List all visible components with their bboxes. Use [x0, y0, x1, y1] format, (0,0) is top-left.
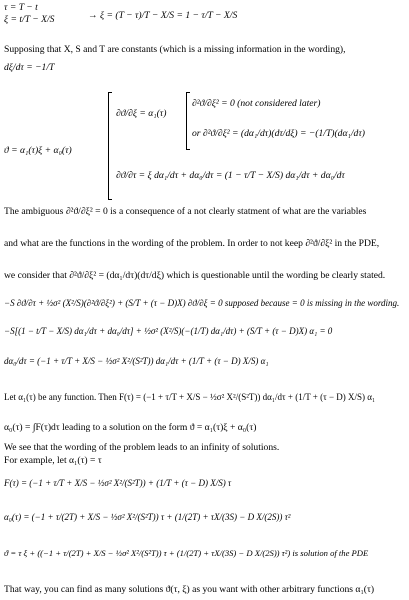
paragraph-assumption: Supposing that X, S and T are constants (which is a missing information in the wording), [4, 44, 346, 55]
brace-system [108, 92, 112, 200]
equation-xi-lhs: ξ = t/T − X/S [4, 14, 55, 25]
equation-dalpha0: dα₀/dτ = (−1 + τ/T + X/S − ½σ² X²/(S²T)) dα₁/dτ + (1/T + (τ − D) X/S) α₁ [4, 356, 269, 366]
equation-tau: τ = T − t [4, 2, 38, 13]
equation-pde-substituted: −S[(1 − t/T − X/S) dα₁/dτ + dα₀/dτ] + ½σ² (X²/S)(−(1/T) dα₁/dτ) + (S/T + (τ − D)X) α₁ = 0 [4, 326, 333, 336]
equation-example-F: F(τ) = (−1 + τ/T + X/S − ½σ² X²/(S²T)) + (1/T + (τ − D) X/S) τ [4, 478, 232, 488]
equation-example-solution: ϑ = τ ξ + ((−1 + τ/(2T) + X/S − ½σ² X²/(S²T)) τ + (1/(2T) + τX/(3S) − D X/(2S)) τ²) is solution of the PDE [4, 548, 369, 558]
equation-xi-expanded: → ξ = (T − τ)/T − X/S = 1 − τ/T − X/S [88, 10, 238, 21]
equation-theta: ϑ = α₁(τ)ξ + α₀(τ) [4, 145, 72, 156]
paragraph-functions: and what are the functions in the wording of the problem. In order to not keep ∂²ϑ/∂ξ² in the PDE, [4, 238, 380, 249]
equation-d2theta-alt: or ∂²ϑ/∂ξ² = (dα₁/dτ)(dτ/dξ) = −(1/T)(dα₁/dτ) [192, 128, 365, 139]
equation-example-alpha0: α₀(τ) = (−1 + τ/(2T) + X/S − ½σ² X²/(S²T)) τ + (1/(2T) + τX/(3S) − D X/(2S)) τ² [4, 512, 291, 522]
brace-intro [84, 1, 87, 25]
paragraph-consider: we consider that ∂²ϑ/∂ξ² = (dα₁/dτ)(dτ/dξ) which is questionable until the wording be clearly stated. [4, 270, 386, 281]
paragraph-infinity: We see that the wording of the problem leads to an infinity of solutions. [4, 442, 280, 453]
equation-d2theta-zero: ∂²ϑ/∂ξ² = 0 (not considered later) [192, 98, 321, 109]
paragraph-ambiguous: The ambiguous ∂²ϑ/∂ξ² = 0 is a consequence of a not clearly statment of what are the variables [4, 206, 367, 217]
paragraph-let-alpha1: Let α₁(τ) be any function. Then F(τ) = (−1 + τ/T + X/S − ½σ² X²/(S²T)) dα₁/dτ + (1/T + (τ − D) X/S) α₁ [4, 392, 376, 402]
brace-second-derivative [186, 92, 190, 150]
paragraph-conclusion: That way, you can find as many solutions ϑ(τ, ξ) as you want with other arbitrary functions α₁(τ) [4, 584, 375, 595]
equation-pde: −S ∂ϑ/∂τ + ½σ² (X²/S)(∂²ϑ/∂ξ²) + (S/T + (τ − D)X) ∂ϑ/∂ξ = 0 supposed because = 0 is missing in the wording. [4, 298, 400, 308]
equation-xi [4, 14, 54, 26]
equation-dxi-dtau: dξ/dτ = −1/T [4, 62, 55, 73]
equation-dtheta-dtau: ∂ϑ/∂τ = ξ dα₁/dτ + dα₀/dτ = (1 − τ/T − X/S) dα₁/dτ + dα₀/dτ [116, 170, 345, 181]
paragraph-example: For example, let α₁(τ) = τ [4, 455, 102, 466]
equation-dtheta-dxi: ∂ϑ/∂ξ = α₁(τ) [116, 108, 167, 119]
paragraph-alpha0-integral: α₀(τ) = ∫F(τ)dτ leading to a solution on the form ϑ = α₁(τ)ξ + α₀(τ) [4, 422, 257, 433]
